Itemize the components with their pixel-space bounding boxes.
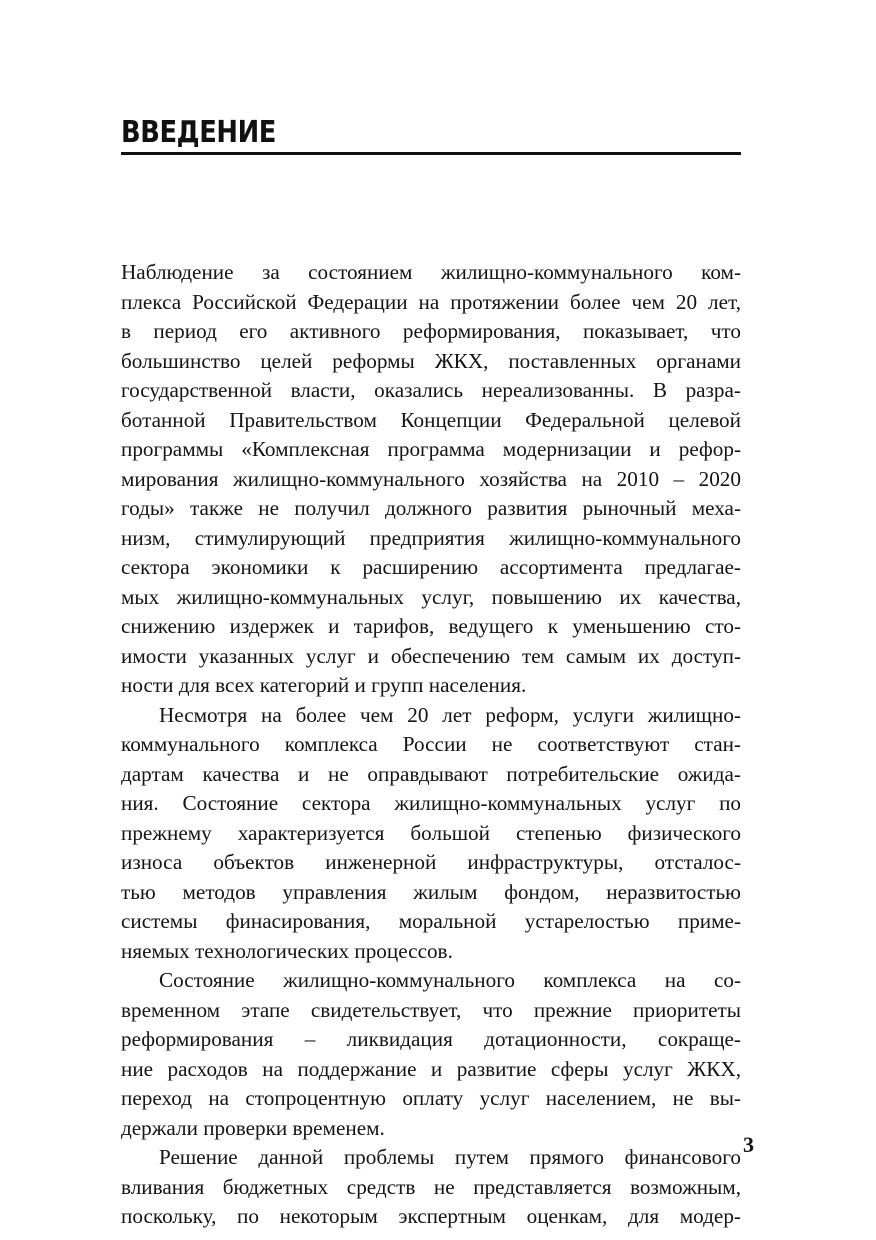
- text-line: государственной власти, оказались нереализованны. В разра-: [121, 378, 741, 402]
- paragraph: [121, 701, 741, 967]
- text-line: тью методов управления жилым фондом, неразвитостью: [121, 879, 741, 904]
- text-line: прежнему характеризуется большой степенью физического: [121, 820, 741, 845]
- chapter-heading: ВВЕДЕНИЕ: [121, 115, 276, 150]
- text-line: ния. Состояние сектора жилищно-коммунальных услуг по: [121, 791, 741, 815]
- text-line: износа объектов инженерной инфраструктуры, отсталос-: [121, 850, 741, 874]
- text-line: программы «Комплексная программа модернизации и рефор-: [121, 437, 741, 461]
- text-line: вливания бюджетных средств не представляется возможным,: [121, 1174, 741, 1199]
- heading-underline: [121, 152, 741, 155]
- text-line: низм, стимулирующий предприятия жилищно-коммунального: [121, 525, 741, 550]
- text-line: большинство целей реформы ЖКХ, поставленных органами: [121, 348, 741, 373]
- text-line: дартам качества и не оправдывают потребительские ожида-: [121, 761, 741, 786]
- paragraph: [121, 1143, 741, 1232]
- text-line: имости указанных услуг и обеспечению тем самым их доступ-: [121, 643, 741, 668]
- paragraph: [121, 966, 741, 1143]
- body-text: [121, 258, 741, 1232]
- text-line: временном этапе свидетельствует, что прежние приоритеты: [121, 997, 741, 1022]
- text-line: мых жилищно-коммунальных услуг, повышению их качества,: [121, 584, 741, 609]
- text-line: годы» также не получил должного развития рыночный меха-: [121, 496, 741, 520]
- text-line: переход на стопроцентную оплату услуг населением, не вы-: [121, 1086, 741, 1110]
- text-line: держали проверки временем.: [121, 1115, 385, 1140]
- text-line: Решение данной проблемы путем прямого финансового: [159, 1145, 741, 1169]
- text-line: Состояние жилищно-коммунального комплекса на со-: [159, 968, 741, 992]
- text-line: ние расходов на поддержание и развитие сферы услуг ЖКХ,: [121, 1056, 741, 1081]
- text-line: Несмотря на более чем 20 лет реформ, услуги жилищно-: [159, 702, 741, 727]
- text-line: поскольку, по некоторым экспертным оценкам, для модер-: [121, 1204, 741, 1228]
- text-line: ности для всех категорий и групп населения.: [121, 673, 527, 697]
- text-line: реформирования – ликвидация дотационности, сокраще-: [121, 1027, 741, 1051]
- text-line: снижению издержек и тарифов, ведущего к уменьшению сто-: [121, 614, 741, 638]
- text-line: сектора экономики к расширению ассортимента предлагае-: [121, 555, 741, 579]
- text-line: ботанной Правительством Концепции Федеральной целевой: [121, 407, 741, 432]
- paragraph: [121, 258, 741, 701]
- text-line: няемых технологических процессов.: [121, 938, 453, 963]
- text-line: мирования жилищно-коммунального хозяйства на 2010 – 2020: [121, 466, 741, 491]
- page-number: 3: [743, 1132, 754, 1157]
- text-line: плекса Российской Федерации на протяжении более чем 20 лет,: [121, 289, 741, 314]
- text-line: в период его активного реформирования, показывает, что: [121, 319, 741, 343]
- text-line: коммунального комплекса России не соответствуют стан-: [121, 732, 741, 756]
- text-line: Наблюдение за состоянием жилищно-коммунального ком-: [121, 260, 741, 284]
- text-line: системы финасирования, моральной устарелостью приме-: [121, 909, 741, 933]
